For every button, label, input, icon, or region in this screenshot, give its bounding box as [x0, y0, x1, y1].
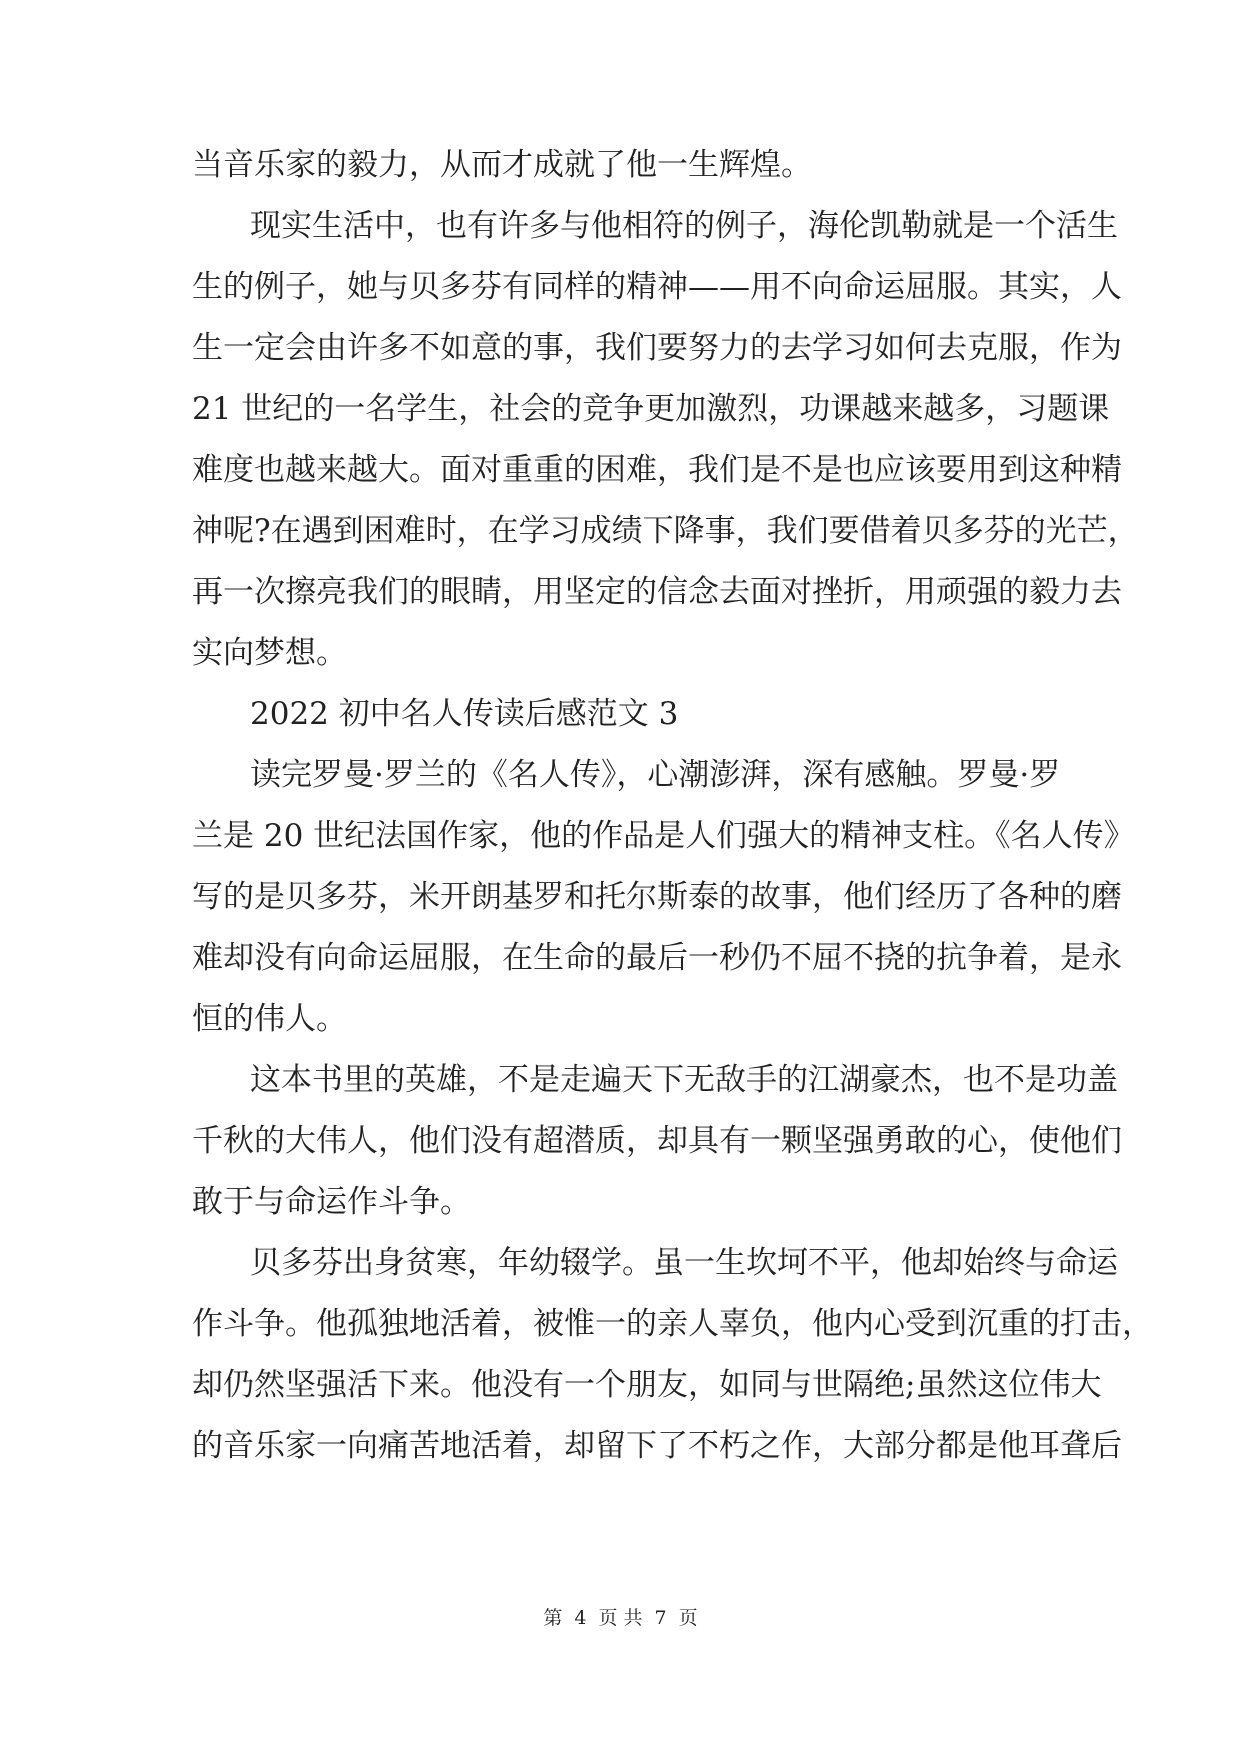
footer-total-pages: 7: [654, 1607, 667, 1629]
text-line: 难度也越来越大。面对重重的困难，我们是不是也应该要用到这种精: [192, 452, 1122, 488]
section-heading: 2022 初中名人传读后感范文 3: [250, 696, 679, 732]
text-line: 兰是 20 世纪法国作家，他的作品是人们强大的精神支柱。《名人传》: [192, 818, 1135, 854]
footer-prefix: 第: [543, 1607, 563, 1629]
text-line: 敢于与命运作斗争。: [192, 1184, 471, 1220]
text-line: 当音乐家的毅力，从而才成就了他一生辉煌。: [192, 147, 812, 183]
text-line: 恒的伟人。: [192, 1001, 347, 1037]
text-line: 实向梦想。: [192, 635, 347, 671]
text-line: 21 世纪的一名学生，社会的竞争更加激烈，功课越来越多，习题课: [192, 391, 1110, 427]
text-line: 现实生活中，也有许多与他相符的例子，海伦凯勒就是一个活生: [250, 208, 1118, 244]
text-line: 这本书里的英雄，不是走遍天下无敌手的江湖豪杰，也不是功盖: [250, 1062, 1118, 1098]
text-line: 生的例子，她与贝多芬有同样的精神——用不向命运屈服。其实，人: [192, 269, 1122, 305]
text-line: 千秋的大伟人，他们没有超潜质，却具有一颗坚强勇敢的心，使他们: [192, 1123, 1122, 1159]
text-line: 难却没有向命运屈服，在生命的最后一秒仍不屈不挠的抗争着，是永: [192, 940, 1122, 976]
text-line: 的音乐家一向痛苦地活着，却留下了不朽之作，大部分都是他耳聋后: [192, 1428, 1122, 1464]
text-line: 写的是贝多芬，米开朗基罗和托尔斯泰的故事，他们经历了各种的磨: [192, 879, 1122, 915]
text-line: 却仍然坚强活下来。他没有一个朋友，如同与世隔绝;虽然这位伟大: [192, 1367, 1102, 1403]
text-line: 作斗争。他孤独地活着，被惟一的亲人辜负，他内心受到沉重的打击，: [192, 1306, 1153, 1342]
text-line: 再一次擦亮我们的眼睛，用坚定的信念去面对挫折，用顽强的毅力去: [192, 574, 1122, 610]
text-line: 生一定会由许多不如意的事，我们要努力的去学习如何去克服，作为: [192, 330, 1122, 366]
footer-page-number: 4: [574, 1607, 587, 1629]
text-line: 读完罗曼·罗兰的《名人传》，心潮澎湃，深有感触。罗曼·罗: [250, 757, 1061, 793]
text-line: 神呢?在遇到困难时，在学习成绩下降事，我们要借着贝多芬的光芒，: [192, 513, 1139, 549]
text-line: 贝多芬出身贫寒，年幼辍学。虽一生坎坷不平，他却始终与命运: [250, 1245, 1118, 1281]
page-footer: [0, 1606, 1241, 1630]
footer-middle: 页 共: [598, 1607, 643, 1629]
footer-suffix: 页: [678, 1607, 698, 1629]
